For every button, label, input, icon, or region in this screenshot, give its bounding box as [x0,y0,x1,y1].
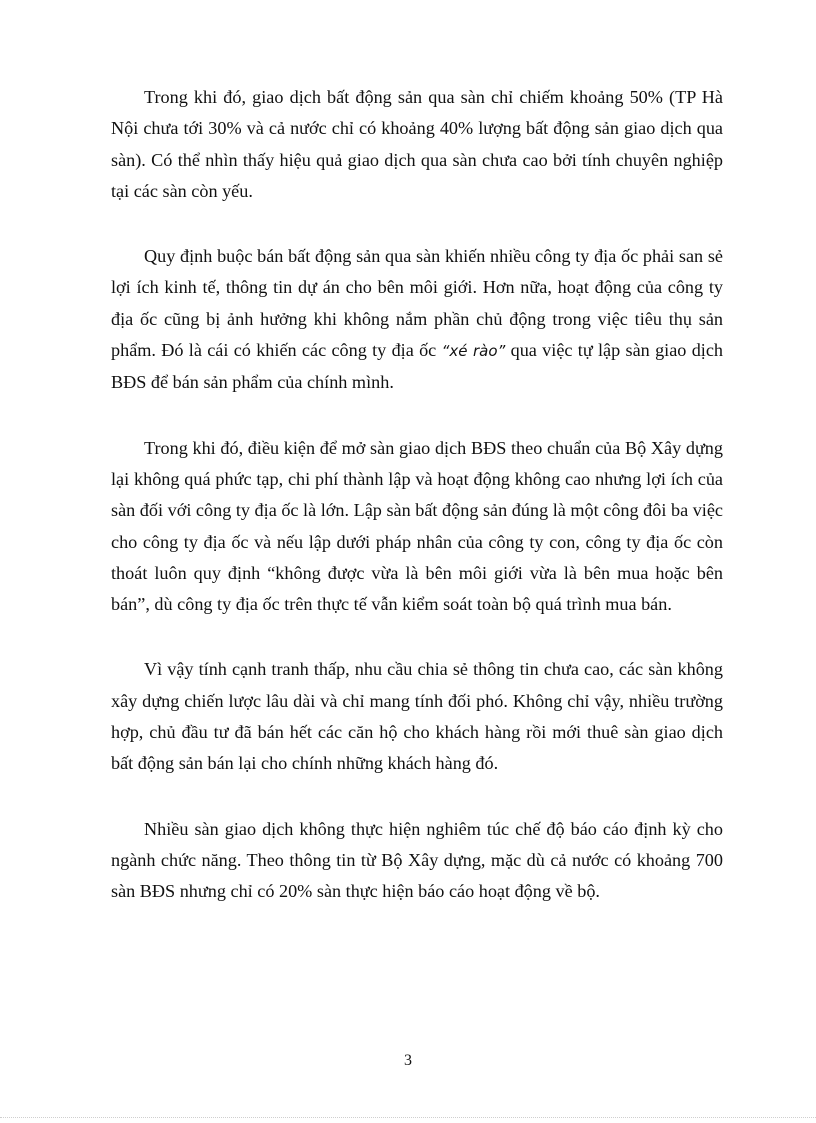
paragraph-2-text-end: qua việc tự lập sàn giao dịch BĐS để bán sản phẩm của chính mình. [111,340,724,393]
paragraph-2-text-start: Quy định buộc bán bất động sản qua sàn khiến nhiều công ty địa ốc phải san sẻ lợi ích kinh tế, thông tin dự án cho bên môi giới. Hơn nữa, hoạt động của công ty địa ốc cũng bị ảnh hưởng khi không nắm phần chủ động trong việc tiêu thụ sản phẩm. Đó là cái có khiến các công ty địa ốc [111,246,723,361]
paragraph-1: Trong khi đó, giao dịch bất động sản qua sàn chỉ chiếm khoảng 50% (TP Hà Nội chưa tới 30% và cả nước chỉ có khoảng 40% lượng bất động sản giao dịch qua sàn). Có thể nhìn thấy hiệu quả giao dịch qua sàn chưa cao bởi tính chuyên nghiệp tại các sàn còn yếu. [111,87,723,201]
paragraph-4: Vì vậy tính cạnh tranh thấp, nhu cầu chia sẻ thông tin chưa cao, các sàn không xây dựng chiến lược lâu dài và chỉ mang tính đối phó. Không chỉ vậy, nhiều trường hợp, chủ đầu tư đã bán hết các căn hộ cho khách hàng rồi mới thuê sàn giao dịch bất động sản bán lại cho chính những khách hàng đó. [111,659,723,774]
paragraph-2-emphasis: “xé rào” [441,342,506,361]
paragraph-5: Nhiều sàn giao dịch không thực hiện nghiêm túc chế độ báo cáo định kỳ cho ngành chức năng. Theo thông tin từ Bộ Xây dựng, mặc dù cả nước có khoảng 700 sàn BĐS nhưng chỉ có 20% sàn thực hiện báo cáo hoạt động về bộ. [111,818,723,902]
paragraph-2 [111,241,723,398]
body-text [111,82,723,942]
paragraph-3: Trong khi đó, điều kiện để mở sàn giao dịch BĐS theo chuẩn của Bộ Xây dựng lại không quá phức tạp, chi phí thành lập và hoạt động không cao nhưng lợi ích của sàn đối với công ty địa ốc là lớn. Lập sàn bất động sản đúng là một công đôi ba việc cho công ty địa ốc và nếu lập dưới pháp nhân của công ty con, công ty địa ốc còn thoát luôn quy định “không được vừa là bên môi giới vừa là bên mua hoặc bên bán”, dù công ty địa ốc trên thực tế vẫn kiểm soát toàn bộ quá trình mua bán. [111,437,723,615]
page-number: 3 [404,1052,412,1069]
page-bottom-border [0,1117,816,1118]
